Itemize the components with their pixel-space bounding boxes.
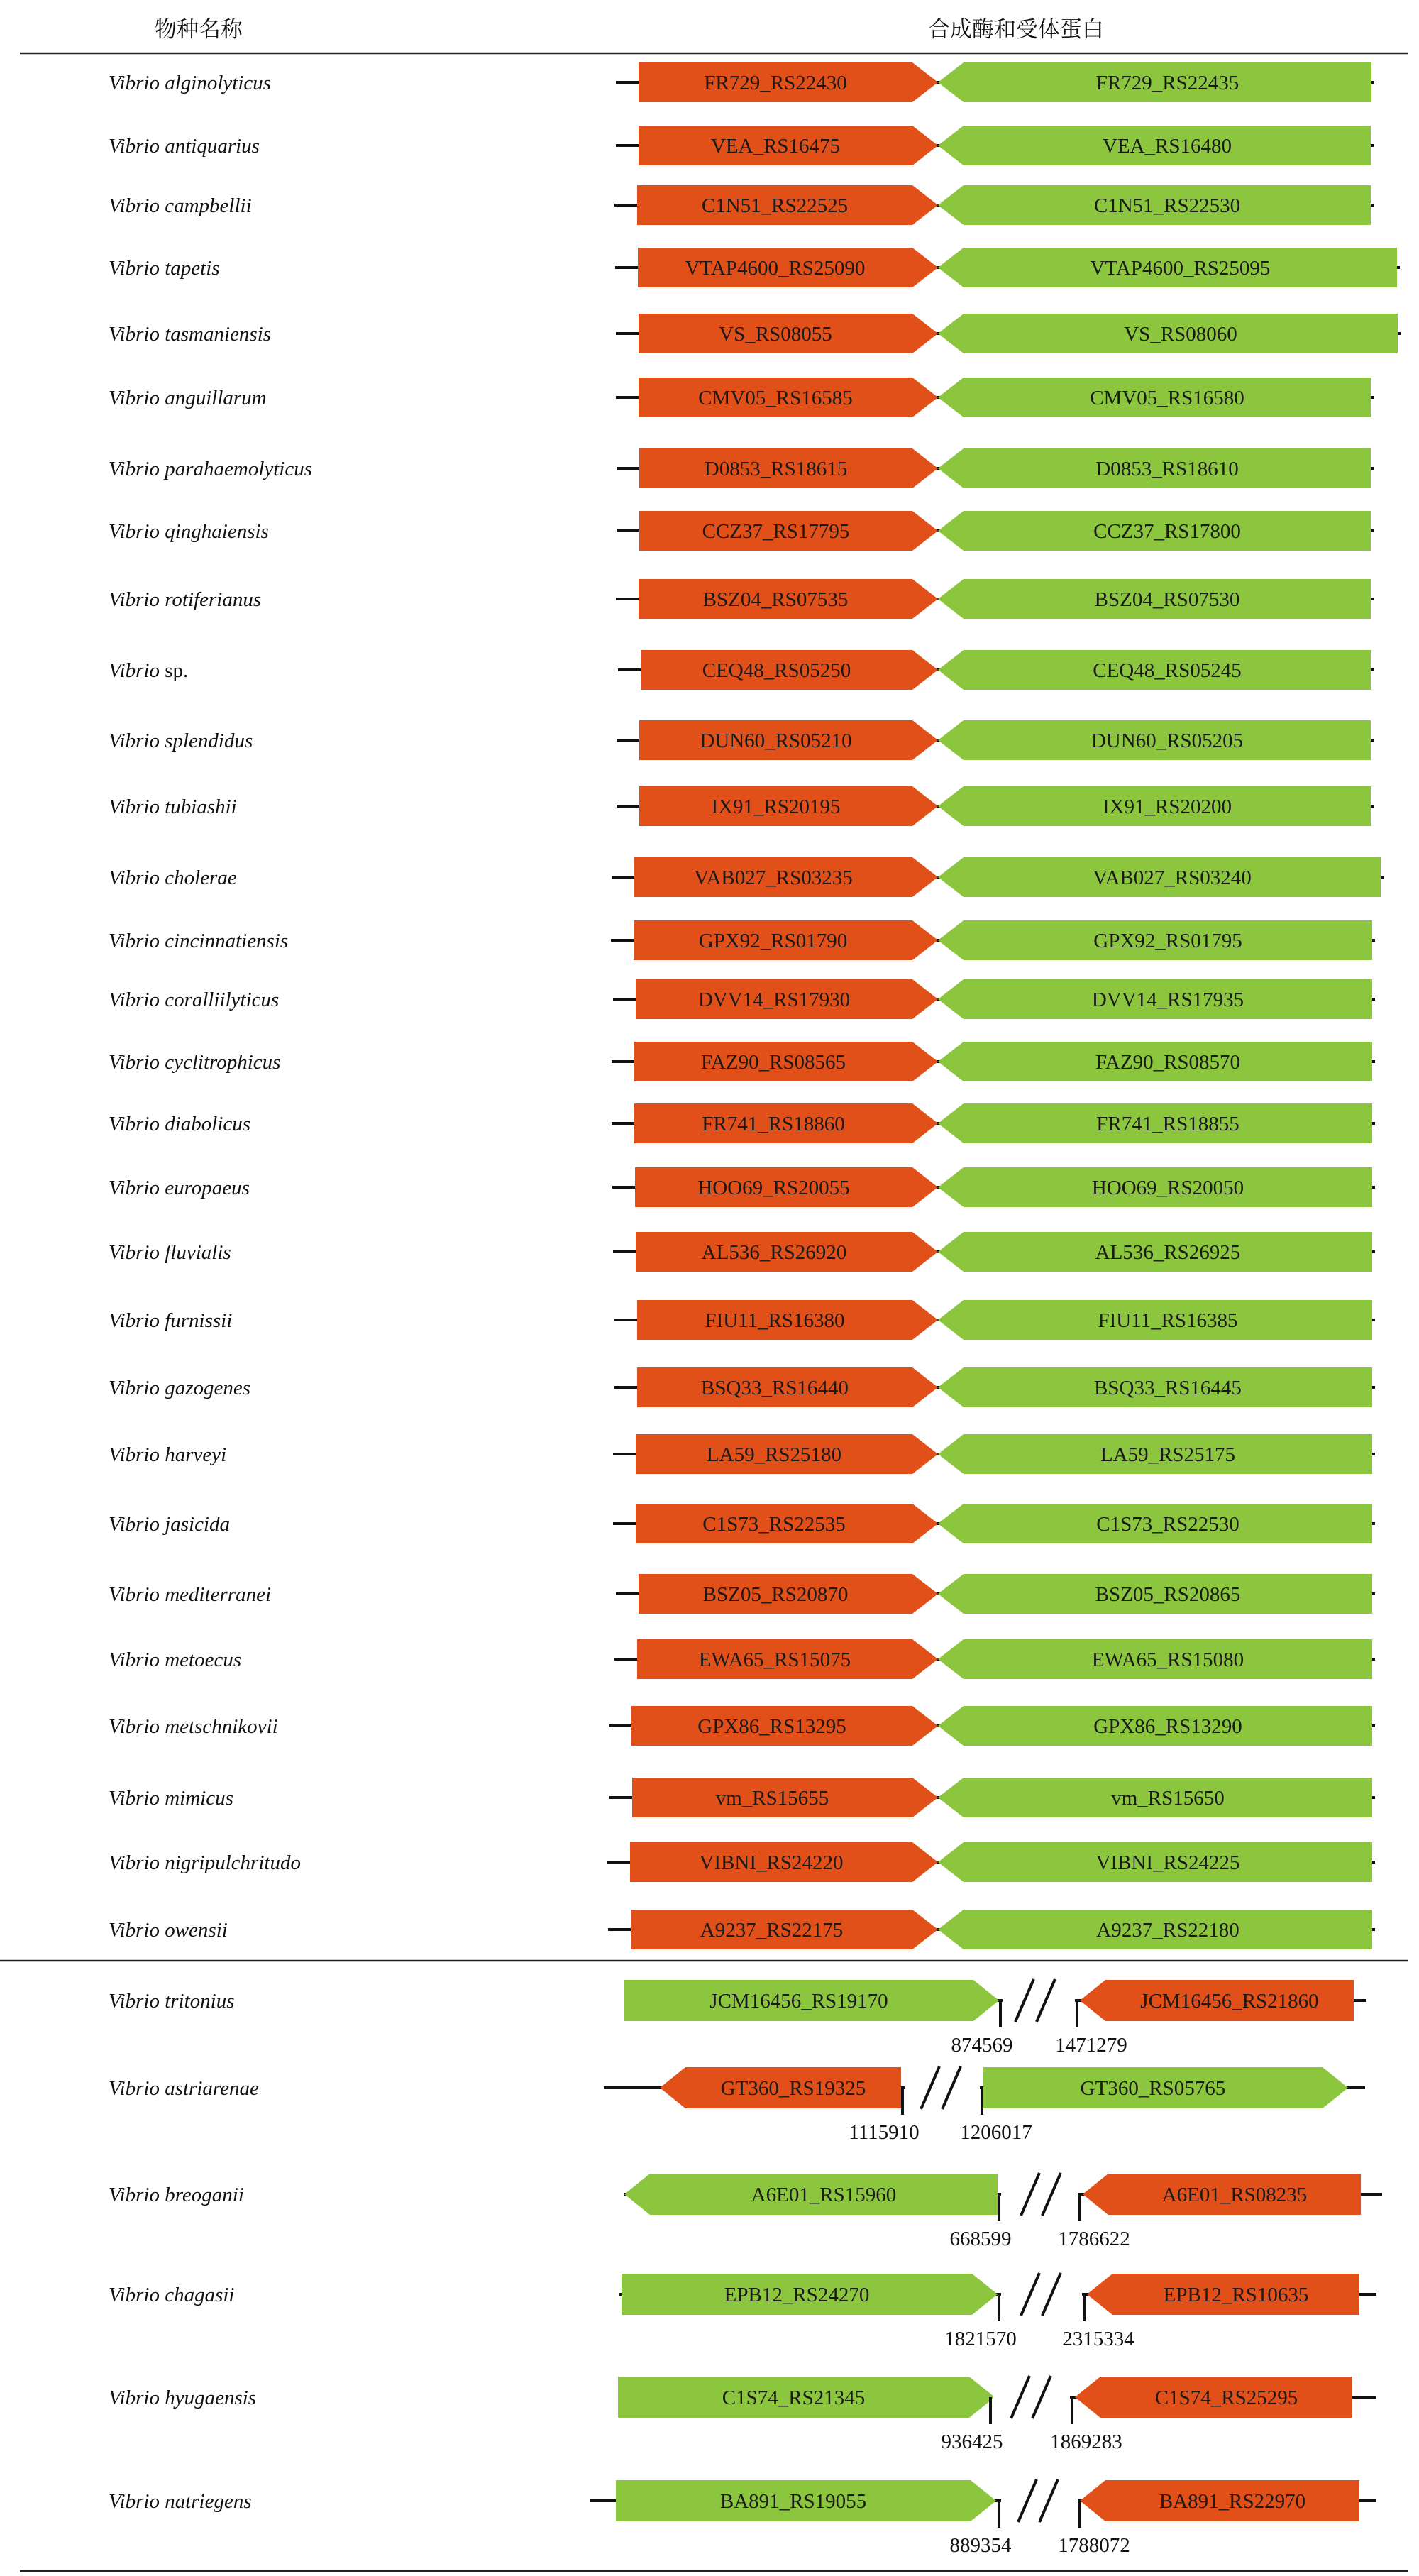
row-adjacent xyxy=(109,1706,1375,1746)
synthase-gene-label: EWA65_RS15075 xyxy=(698,1648,851,1671)
species-name xyxy=(109,1051,280,1074)
species-epithet: alginolyticus xyxy=(165,72,272,94)
species-genus: Vibrio xyxy=(109,1919,165,1942)
species-genus: Vibrio xyxy=(109,1177,165,1199)
species-genus: Vibrio xyxy=(109,323,165,346)
synthase-gene-label: DVV14_RS17930 xyxy=(697,989,851,1011)
receptor-gene-label: CCZ37_RS17800 xyxy=(1093,520,1241,543)
species-name xyxy=(109,135,260,158)
row-adjacent xyxy=(109,1300,1375,1340)
species-genus: Vibrio xyxy=(109,796,165,818)
position-left: 1115910 xyxy=(849,2121,920,2144)
row-adjacent xyxy=(109,1042,1375,1081)
adjacent-gene-pairs xyxy=(109,62,1401,1949)
species-genus: Vibrio xyxy=(109,1377,165,1399)
species-genus: Vibrio xyxy=(109,194,165,217)
species-name xyxy=(109,1715,278,1738)
species-genus: Vibrio xyxy=(109,1241,165,1264)
species-genus: Vibrio xyxy=(109,1113,165,1135)
synthase-gene-label: D0853_RS18615 xyxy=(704,458,848,480)
synthase-gene-label: AL536_RS26920 xyxy=(701,1241,847,1264)
receptor-gene-label: VAB027_RS03240 xyxy=(1093,866,1252,889)
synthase-gene-label: BSZ05_RS20870 xyxy=(702,1583,849,1606)
species-epithet: chagasii xyxy=(165,2284,235,2306)
receptor-gene-label: EWA65_RS15080 xyxy=(1091,1648,1244,1671)
species-epithet: tapetis xyxy=(165,257,220,280)
receptor-gene-label: LA59_RS25175 xyxy=(1100,1443,1236,1466)
row-adjacent xyxy=(109,314,1401,353)
receptor-gene-label: BA891_RS19055 xyxy=(719,2490,867,2513)
species-name xyxy=(109,2077,259,2100)
position-left: 668599 xyxy=(949,2228,1012,2250)
species-name xyxy=(109,930,288,952)
species-epithet: metschnikovii xyxy=(165,1715,278,1738)
receptor-gene-label: A9237_RS22180 xyxy=(1096,1919,1239,1942)
receptor-gene-label: DUN60_RS05205 xyxy=(1091,730,1244,752)
synthase-gene-label: GT360_RS19325 xyxy=(720,2077,866,2100)
row-adjacent xyxy=(109,1778,1375,1817)
position-left: 874569 xyxy=(951,2034,1013,2057)
synthase-gene-label: HOO69_RS20055 xyxy=(697,1177,850,1199)
species-genus: Vibrio xyxy=(109,72,165,94)
species-genus: Vibrio xyxy=(109,387,165,409)
synthase-gene-label: LA59_RS25180 xyxy=(706,1443,842,1466)
receptor-gene-label: VIBNI_RS24225 xyxy=(1095,1851,1240,1874)
receptor-gene-label: GPX92_RS01795 xyxy=(1093,930,1242,952)
species-name xyxy=(109,866,237,889)
synthase-gene-label: vm_RS15655 xyxy=(715,1787,829,1810)
species-epithet: tritonius xyxy=(165,1990,235,2013)
species-genus: Vibrio xyxy=(109,2284,165,2306)
receptor-gene-label: BSZ05_RS20865 xyxy=(1095,1583,1241,1606)
species-epithet: breoganii xyxy=(165,2184,244,2206)
species-genus: Vibrio xyxy=(109,659,165,682)
distant-gene-pairs xyxy=(109,1979,1382,2557)
species-name xyxy=(109,520,269,543)
synthase-gene-label: C1N51_RS22525 xyxy=(701,194,849,217)
species-name xyxy=(109,2284,235,2306)
species-genus: Vibrio xyxy=(109,1051,165,1074)
species-genus: Vibrio xyxy=(109,1443,165,1466)
species-name xyxy=(109,659,188,682)
synthase-gene-label: IX91_RS20195 xyxy=(711,796,841,818)
synthase-gene-label: FIU11_RS16380 xyxy=(705,1309,845,1332)
species-name xyxy=(109,1443,226,1466)
synthase-gene-label: CEQ48_RS05250 xyxy=(702,659,851,682)
species-epithet: antiquarius xyxy=(165,135,260,158)
species-genus: Vibrio xyxy=(109,520,165,543)
receptor-gene-label: BSQ33_RS16445 xyxy=(1094,1377,1242,1399)
row-adjacent xyxy=(109,857,1384,897)
species-genus: Vibrio xyxy=(109,458,165,480)
species-name xyxy=(109,387,267,409)
species-epithet: owensii xyxy=(165,1919,228,1942)
genome-break-gap xyxy=(905,2084,980,2091)
row-distant xyxy=(109,2376,1376,2453)
row-adjacent xyxy=(109,1167,1375,1207)
species-name xyxy=(109,588,261,611)
receptor-gene-label: FR741_RS18855 xyxy=(1096,1113,1239,1135)
species-genus: Vibrio xyxy=(109,989,165,1011)
synthase-gene-label: VEA_RS16475 xyxy=(710,135,841,158)
species-epithet: cholerae xyxy=(165,866,237,889)
header-genes: 合成酶和受体蛋白 xyxy=(928,17,1104,43)
receptor-gene-label: VEA_RS16480 xyxy=(1102,135,1232,158)
species-name xyxy=(109,1513,230,1536)
genome-break-gap xyxy=(993,2394,1070,2401)
receptor-gene-label: VTAP4600_RS25095 xyxy=(1090,257,1271,280)
synthase-gene-label: BA891_RS22970 xyxy=(1159,2490,1306,2513)
receptor-gene-label: A6E01_RS15960 xyxy=(751,2184,897,2206)
receptor-gene-label: HOO69_RS20050 xyxy=(1091,1177,1244,1199)
species-genus: Vibrio xyxy=(109,1583,165,1606)
species-genus: Vibrio xyxy=(109,2184,165,2206)
row-adjacent xyxy=(109,1232,1375,1272)
synthase-gene-label: C1S73_RS22535 xyxy=(702,1513,846,1536)
synthase-gene-label: FR741_RS18860 xyxy=(702,1113,845,1135)
species-name xyxy=(109,1583,271,1606)
species-name xyxy=(109,1177,250,1199)
species-epithet: sp. xyxy=(165,659,189,682)
species-genus: Vibrio xyxy=(109,1309,165,1332)
synthase-gene-label: CMV05_RS16585 xyxy=(698,387,853,409)
species-name xyxy=(109,1377,250,1399)
species-name xyxy=(109,1113,250,1135)
receptor-gene-label: IX91_RS20200 xyxy=(1102,796,1232,818)
synthase-gene-label: FR729_RS22430 xyxy=(704,72,847,94)
species-name xyxy=(109,989,279,1011)
row-adjacent xyxy=(109,720,1374,760)
row-adjacent xyxy=(109,126,1374,165)
header-species: 物种名称 xyxy=(155,17,243,43)
position-right: 1471279 xyxy=(1055,2034,1127,2057)
species-genus: Vibrio xyxy=(109,930,165,952)
synthase-gene-label: C1S74_RS25295 xyxy=(1154,2387,1298,2409)
species-genus: Vibrio xyxy=(109,135,165,158)
position-right: 1869283 xyxy=(1050,2431,1122,2453)
species-genus: Vibrio xyxy=(109,1513,165,1536)
species-epithet: natriegens xyxy=(165,2490,252,2513)
row-adjacent xyxy=(109,650,1374,690)
species-epithet: metoecus xyxy=(165,1648,242,1671)
row-adjacent xyxy=(109,62,1374,102)
species-name xyxy=(109,72,271,94)
species-genus: Vibrio xyxy=(109,2387,165,2409)
synthase-gene-label: GPX86_RS13295 xyxy=(697,1715,846,1738)
species-name xyxy=(109,1787,233,1810)
synthase-gene-label: FAZ90_RS08565 xyxy=(700,1051,846,1074)
receptor-gene-label: C1S74_RS21345 xyxy=(722,2387,866,2409)
species-genus: Vibrio xyxy=(109,2490,165,2513)
species-genus: Vibrio xyxy=(109,866,165,889)
row-adjacent xyxy=(109,1103,1375,1143)
position-left: 1821570 xyxy=(944,2328,1017,2350)
row-adjacent xyxy=(109,448,1374,488)
row-adjacent xyxy=(109,1434,1375,1474)
receptor-gene-label: VS_RS08060 xyxy=(1124,323,1237,346)
species-epithet: splendidus xyxy=(165,730,253,752)
synthase-gene-label: BSZ04_RS07535 xyxy=(702,588,849,611)
species-name xyxy=(109,1919,228,1942)
receptor-gene-label: FIU11_RS16385 xyxy=(1098,1309,1238,1332)
species-epithet: europaeus xyxy=(165,1177,250,1199)
species-epithet: tasmaniensis xyxy=(165,323,272,346)
species-name xyxy=(109,1309,232,1332)
receptor-gene-label: D0853_RS18610 xyxy=(1095,458,1239,480)
genome-break-gap xyxy=(1001,2191,1078,2198)
synthase-gene-label: BSQ33_RS16440 xyxy=(701,1377,849,1399)
synthase-gene-label: A9237_RS22175 xyxy=(700,1919,844,1942)
species-epithet: hyugaensis xyxy=(165,2387,257,2409)
species-name xyxy=(109,2184,244,2206)
species-epithet: furnissii xyxy=(165,1309,233,1332)
row-distant xyxy=(109,2173,1382,2250)
species-genus: Vibrio xyxy=(109,2077,165,2100)
row-adjacent xyxy=(109,1367,1375,1407)
species-epithet: gazogenes xyxy=(165,1377,251,1399)
species-genus: Vibrio xyxy=(109,1715,165,1738)
species-epithet: cyclitrophicus xyxy=(165,1051,281,1074)
species-epithet: astriarenae xyxy=(165,2077,259,2100)
receptor-gene-label: FAZ90_RS08570 xyxy=(1095,1051,1241,1074)
row-adjacent xyxy=(109,979,1375,1019)
synthase-gene-label: VIBNI_RS24220 xyxy=(699,1851,844,1874)
synthase-gene-label: EPB12_RS10635 xyxy=(1163,2284,1309,2306)
species-name xyxy=(109,1648,241,1671)
position-right: 1206017 xyxy=(960,2121,1032,2144)
synthase-gene-label: VS_RS08055 xyxy=(719,323,832,346)
species-epithet: qinghaiensis xyxy=(165,520,269,543)
synthase-gene-label: DUN60_RS05210 xyxy=(700,730,852,752)
species-name xyxy=(109,1851,301,1874)
receptor-gene-label: AL536_RS26925 xyxy=(1095,1241,1241,1264)
row-adjacent xyxy=(109,1910,1375,1949)
species-epithet: diabolicus xyxy=(165,1113,251,1135)
species-epithet: jasicida xyxy=(165,1513,231,1536)
row-distant xyxy=(109,2273,1376,2350)
position-right: 1788072 xyxy=(1058,2534,1130,2557)
row-distant xyxy=(109,2479,1376,2557)
species-name xyxy=(109,1990,235,2013)
row-adjacent xyxy=(109,920,1375,960)
species-name xyxy=(109,730,253,752)
genome-break-gap xyxy=(1001,2291,1082,2298)
species-genus: Vibrio xyxy=(109,257,165,280)
receptor-gene-label: C1S73_RS22530 xyxy=(1096,1513,1239,1536)
species-genus: Vibrio xyxy=(109,1787,165,1810)
row-adjacent xyxy=(109,185,1374,225)
species-genus: Vibrio xyxy=(109,1851,165,1874)
synthase-gene-label: GPX92_RS01790 xyxy=(698,930,848,952)
receptor-gene-label: C1N51_RS22530 xyxy=(1093,194,1241,217)
species-epithet: fluvialis xyxy=(165,1241,231,1264)
row-distant xyxy=(109,2066,1365,2144)
row-adjacent xyxy=(109,1639,1375,1679)
species-epithet: campbellii xyxy=(165,194,252,217)
species-epithet: nigripulchritudo xyxy=(165,1851,301,1874)
species-genus: Vibrio xyxy=(109,730,165,752)
synthase-gene-label: JCM16456_RS21860 xyxy=(1140,1990,1319,2013)
position-right: 1786622 xyxy=(1058,2228,1130,2250)
genome-break-gap xyxy=(1003,1997,1075,2004)
receptor-gene-label: GPX86_RS13290 xyxy=(1093,1715,1242,1738)
synthase-gene-label: CCZ37_RS17795 xyxy=(702,520,850,543)
receptor-gene-label: EPB12_RS24270 xyxy=(724,2284,870,2306)
synthase-gene-label: VTAP4600_RS25090 xyxy=(685,257,866,280)
species-name xyxy=(109,2387,256,2409)
receptor-gene-label: JCM16456_RS19170 xyxy=(710,1990,888,2013)
species-epithet: parahaemolyticus xyxy=(165,458,313,480)
species-epithet: tubiashii xyxy=(165,796,237,818)
species-name xyxy=(109,458,312,480)
species-name xyxy=(109,257,220,280)
row-adjacent xyxy=(109,378,1374,417)
species-epithet: mediterranei xyxy=(165,1583,272,1606)
species-name xyxy=(109,2490,252,2513)
position-right: 2315334 xyxy=(1062,2328,1134,2350)
row-adjacent xyxy=(109,1574,1375,1614)
receptor-gene-label: FR729_RS22435 xyxy=(1095,72,1239,94)
row-adjacent xyxy=(109,579,1374,619)
position-left: 936425 xyxy=(941,2431,1003,2453)
species-epithet: coralliilyticus xyxy=(165,989,280,1011)
row-adjacent xyxy=(109,1842,1375,1882)
receptor-gene-label: CMV05_RS16580 xyxy=(1090,387,1244,409)
synthase-gene-label: VAB027_RS03235 xyxy=(694,866,853,889)
receptor-gene-label: BSZ04_RS07530 xyxy=(1094,588,1240,611)
row-adjacent xyxy=(109,511,1374,551)
receptor-gene-label: CEQ48_RS05245 xyxy=(1093,659,1242,682)
row-distant xyxy=(109,1979,1366,2057)
row-adjacent xyxy=(109,248,1400,287)
species-name xyxy=(109,796,237,818)
row-adjacent xyxy=(109,786,1374,826)
species-genus: Vibrio xyxy=(109,1990,165,2013)
species-genus: Vibrio xyxy=(109,588,165,611)
position-left: 889354 xyxy=(949,2534,1012,2557)
species-name xyxy=(109,194,252,217)
species-name xyxy=(109,323,271,346)
species-epithet: anguillarum xyxy=(165,387,267,409)
species-epithet: cincinnatiensis xyxy=(165,930,289,952)
species-name xyxy=(109,1241,231,1264)
species-epithet: rotiferianus xyxy=(165,588,262,611)
receptor-gene-label: vm_RS15650 xyxy=(1111,1787,1225,1810)
species-epithet: mimicus xyxy=(165,1787,233,1810)
species-epithet: harveyi xyxy=(165,1443,227,1466)
species-genus: Vibrio xyxy=(109,1648,165,1671)
synthase-gene-label: A6E01_RS08235 xyxy=(1161,2184,1308,2206)
row-adjacent xyxy=(109,1504,1375,1543)
receptor-gene-label: GT360_RS05765 xyxy=(1080,2077,1226,2100)
receptor-gene-label: DVV14_RS17935 xyxy=(1091,989,1244,1011)
genome-break-gap xyxy=(1001,2497,1078,2504)
